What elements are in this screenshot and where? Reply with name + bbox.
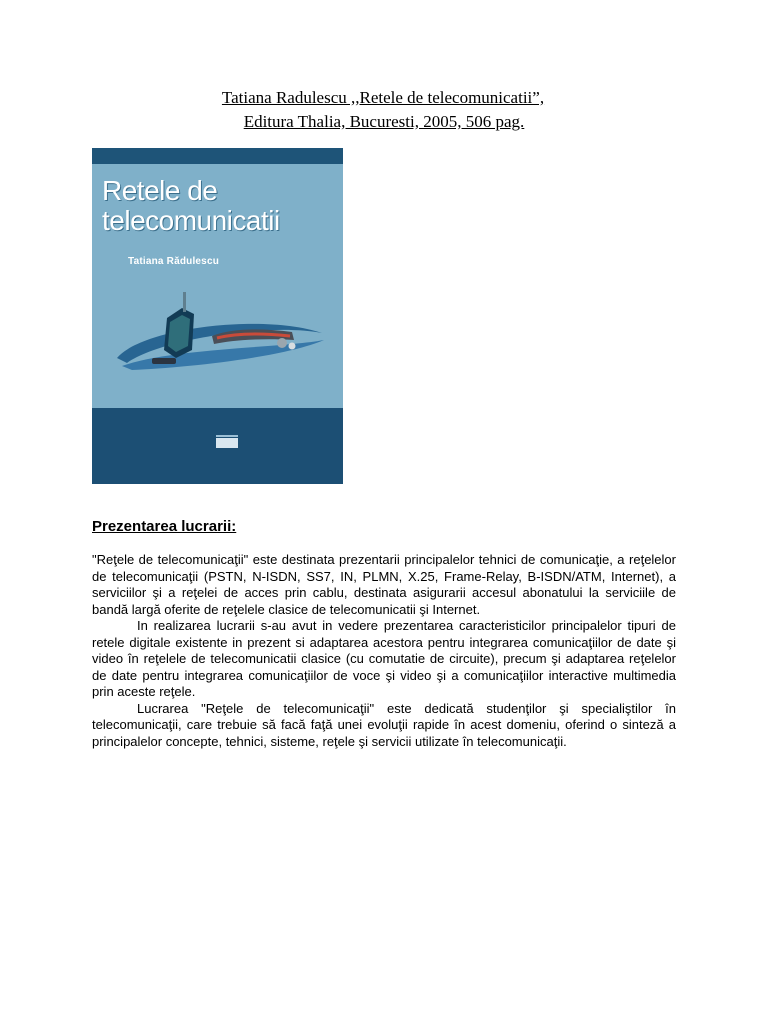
cover-top-band — [92, 148, 343, 164]
cover-illustration — [112, 288, 327, 388]
book-citation — [0, 86, 768, 134]
paragraph-1: "Reţele de telecomunicaţii" este destinata prezentarii principalelor tehnici de comunicaţie, a reţelelor de telecomunicaţii (PSTN, N-ISDN, SS7, IN, PLMN, X.25, Frame-Relay, B-ISDN/ATM, Internet), a serviciilor şi a reţelei de acces prin cablu, destinata asigurarii accesul abonatului la serviciile de bandă largă oferite de reţelele clasice de telecomunicatii şi Internet. — [92, 552, 676, 617]
section-heading: Prezentarea lucrarii: — [92, 518, 237, 535]
paragraph-2: In realizarea lucrarii s-au avut in vedere prezentarea caracteristicilor principalelor tipuri de retele digitale existente in prezent si adaptarea acestora pentru integrarea comunicaţiilor de date şi video în reţelele de telecomunicatii clasice (cu comutatie de circuite), precum şi adaptarea reţelelor de date pentru integrarea comunicaţiilor de voce şi video şi a comunicaţiilor interactive multimedia prin aceste reţele. — [92, 618, 676, 699]
presentation-text — [92, 552, 676, 750]
citation-line-1: Tatiana Radulescu ,,Retele de telecomunicatii”, — [221, 88, 545, 107]
citation-line-2: Editura Thalia, Bucuresti, 2005, 506 pag. — [243, 112, 525, 131]
cover-title-line-1: Retele de — [102, 175, 218, 206]
paragraph-3: Lucrarea "Reţele de telecomunicaţii" este dedicată studenţilor şi specialiştilor în telecomunicaţii, care trebuie să facă faţă unei evoluţii rapide în acest domeniu, oferind o sinteză a principalelor concepte, tehnici, sisteme, reţele şi servicii utilizate în telecomunicaţii. — [92, 700, 676, 749]
publisher-logo-accent — [216, 435, 238, 437]
cover-title-line-2: telecomunicatii — [102, 205, 280, 236]
cover-title — [102, 176, 337, 236]
cover-author: Tatiana Rădulescu — [128, 256, 220, 267]
publisher-logo — [216, 438, 238, 448]
book-cover-image — [92, 148, 343, 484]
